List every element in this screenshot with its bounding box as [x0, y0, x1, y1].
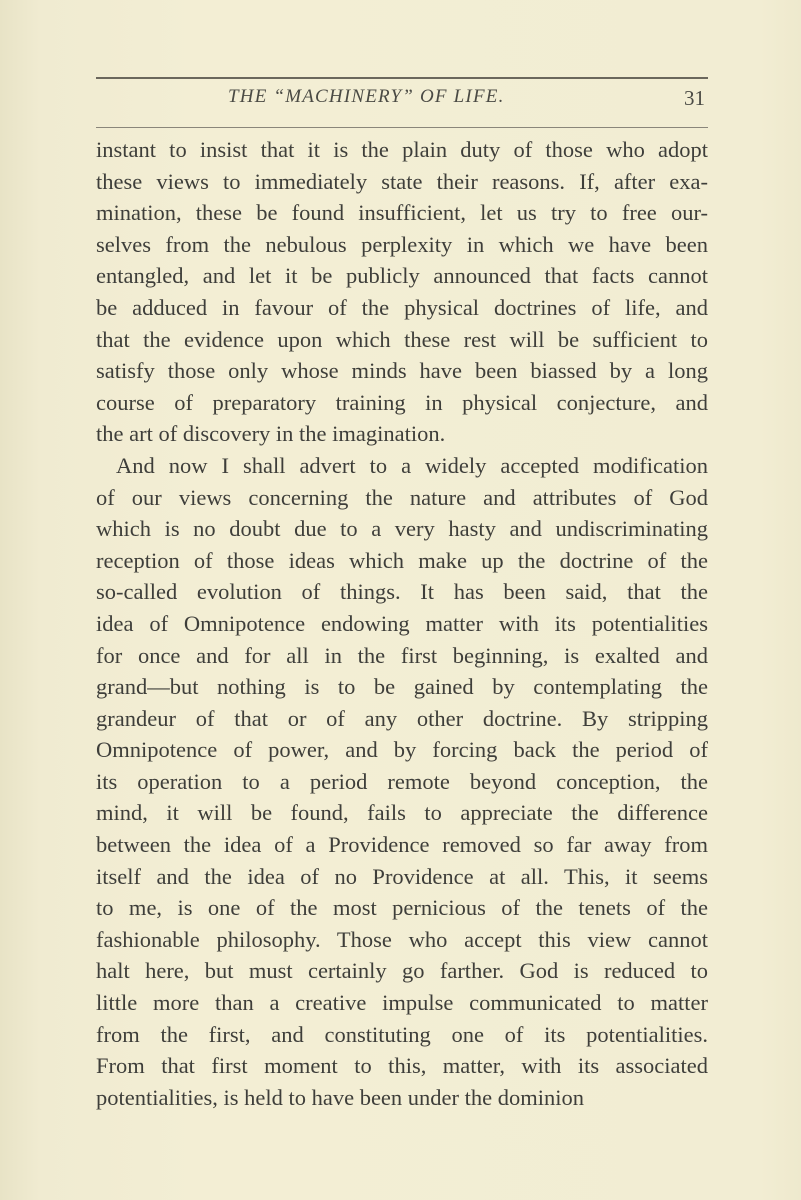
text-line: for once and for all in the first beginning, is exalted and	[96, 642, 708, 668]
page-number: 31	[684, 86, 705, 110]
text-line: instant to insist that it is the plain duty of those who adopt	[96, 137, 708, 162]
text-line: selves from the nebulous perplexity in which we have been	[96, 231, 708, 257]
text-line: From that first moment to this, matter, with its associated	[96, 1053, 708, 1079]
text-line: of our views concerning the nature and attributes of God	[96, 484, 708, 510]
text-line: mind, it will be found, fails to appreciate the difference	[96, 800, 708, 826]
text-line: between the idea of a Providence removed so far away from	[96, 832, 708, 858]
text-line: itself and the idea of no Providence at all. This, it seems	[96, 863, 708, 889]
text-line: halt here, but must certainly go farther. God is reduced to	[96, 958, 708, 984]
text-line: which is no doubt due to a very hasty and undiscriminating	[96, 516, 708, 542]
text-line: so-called evolution of things. It has been said, that the	[96, 579, 708, 605]
text-line: be adduced in favour of the physical doctrines of life, and	[96, 294, 708, 320]
text-line: little more than a creative impulse communicated to matter	[96, 990, 708, 1016]
text-line: from the first, and constituting one of its potentialities.	[96, 1021, 708, 1047]
text-line: course of preparatory training in physical conjecture, and	[96, 389, 708, 415]
text-line: idea of Omnipotence endowing matter with its potentialities	[96, 610, 708, 636]
text-line: potentialities, is held to have been under the dominion	[96, 1084, 585, 1110]
text-line: grand—but nothing is to be gained by contemplating the	[96, 674, 708, 700]
body-text	[96, 134, 708, 1113]
text-line: reception of those ideas which make up the doctrine of the	[96, 547, 708, 573]
running-head: THE “MACHINERY” OF LIFE.	[228, 86, 505, 107]
text-line: satisfy those only whose minds have been biassed by a long	[96, 358, 708, 384]
text-line: these views to immediately state their reasons. If, after exa-	[96, 168, 708, 194]
paragraph-2	[96, 450, 708, 1113]
text-line: entangled, and let it be publicly announced that facts cannot	[96, 263, 708, 289]
paragraph-1	[96, 134, 708, 450]
text-line: the art of discovery in the imagination.	[96, 421, 446, 447]
text-line: that the evidence upon which these rest will be sufficient to	[96, 326, 708, 352]
text-line: grandeur of that or of any other doctrine. By stripping	[96, 705, 708, 731]
text-line: Omnipotence of power, and by forcing back the period of	[96, 737, 708, 763]
text-line: fashionable philosophy. Those who accept this view cannot	[96, 926, 708, 952]
top-rule	[96, 77, 708, 79]
text-line: to me, is one of the most pernicious of the tenets of the	[96, 895, 708, 921]
header-rule	[96, 127, 708, 128]
text-line: mination, these be found insufficient, let us try to free our-	[96, 200, 708, 226]
text-line: its operation to a period remote beyond conception, the	[96, 768, 708, 794]
text-line: And now I shall advert to a widely accepted modification	[116, 452, 708, 478]
